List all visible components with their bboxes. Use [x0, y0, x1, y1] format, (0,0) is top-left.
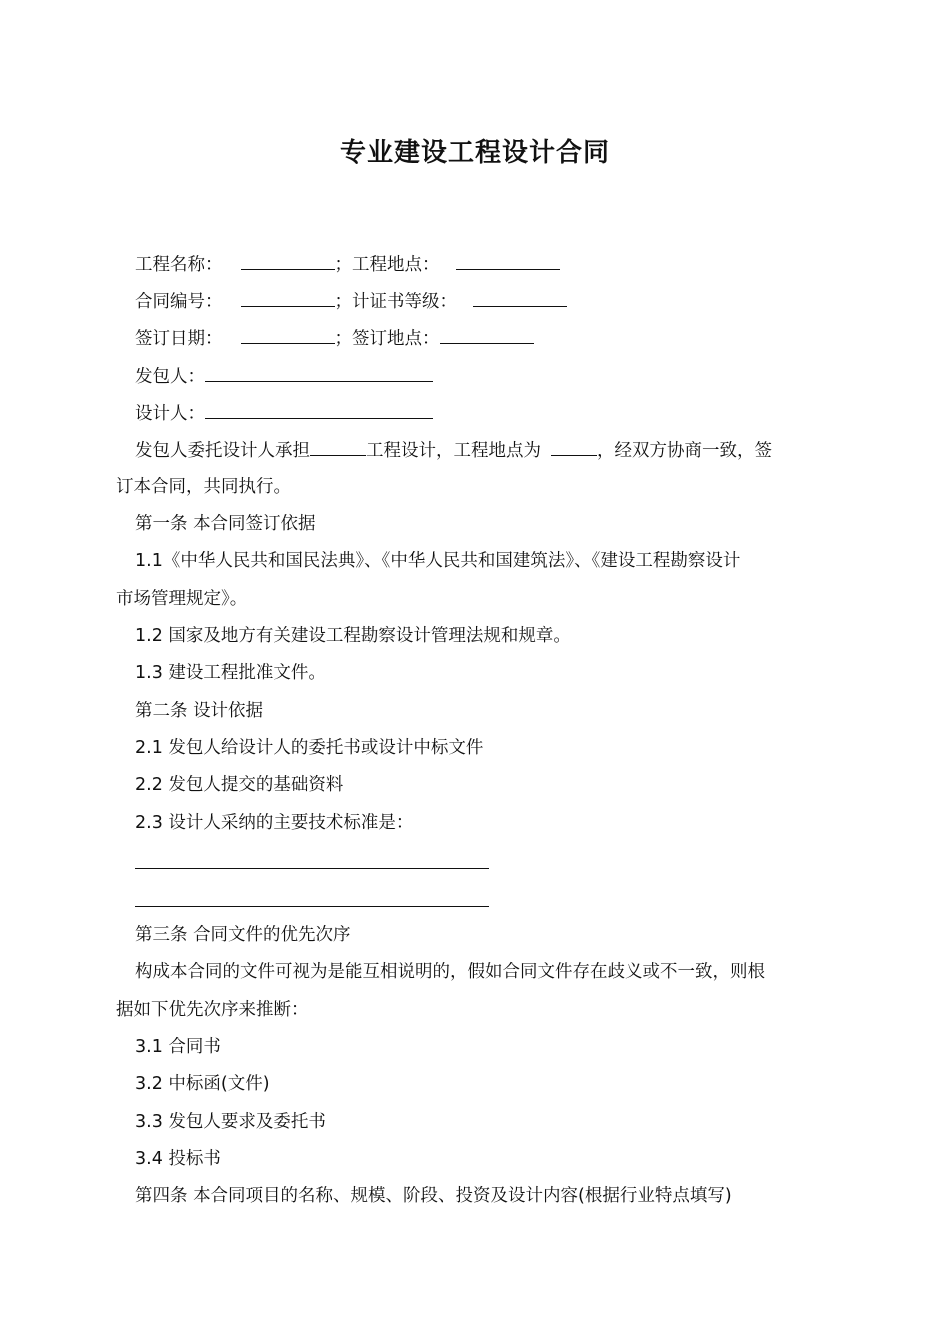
project-location-blank[interactable]	[456, 251, 560, 270]
standards-blank-line-1[interactable]	[135, 868, 489, 869]
article3-heading: 第三条 合同文件的优先次序	[135, 925, 351, 945]
field-row-project	[135, 251, 560, 277]
intro-text-a: 发包人委托设计人承担	[135, 441, 310, 461]
client-label: 发包人：	[135, 367, 205, 387]
project-location-label: ；工程地点：	[334, 255, 440, 275]
contract-no-label: 合同编号：	[135, 292, 223, 312]
standards-blank-line-2[interactable]	[135, 906, 489, 907]
article1-item1-line2: 市场管理规定》。	[116, 589, 248, 609]
intro-paragraph-line1	[135, 437, 772, 463]
project-name-label: 工程名称：	[135, 255, 223, 275]
article2-item1: 2.1 发包人给设计人的委托书或设计中标文件	[135, 738, 484, 758]
sign-date-label: 签订日期：	[135, 329, 223, 349]
article1-item2: 1.2 国家及地方有关建设工程勘察设计管理法规和规章。	[135, 626, 571, 646]
project-name-blank[interactable]	[241, 251, 335, 270]
article3-item1: 3.1 合同书	[135, 1037, 221, 1057]
article2-item2: 2.2 发包人提交的基础资料	[135, 775, 344, 795]
location-blank-inline[interactable]	[551, 437, 597, 456]
intro-text-b: 工程设计，工程地点为	[366, 441, 541, 461]
article2-item3: 2.3 设计人采纳的主要技术标准是：	[135, 813, 414, 833]
article2-heading: 第二条 设计依据	[135, 701, 264, 721]
sign-place-blank[interactable]	[440, 325, 534, 344]
client-blank[interactable]	[205, 363, 433, 382]
article3-item3: 3.3 发包人要求及委托书	[135, 1112, 326, 1132]
cert-level-blank[interactable]	[473, 288, 567, 307]
cert-level-label: ；计证书等级：	[334, 292, 457, 312]
designer-label: 设计人：	[135, 404, 205, 424]
sign-date-blank[interactable]	[241, 325, 335, 344]
article3-para-line2: 据如下优先次序来推断：	[116, 1000, 309, 1020]
intro-paragraph-line2: 订本合同，共同执行。	[116, 477, 291, 497]
project-blank-inline[interactable]	[310, 437, 366, 456]
article1-heading: 第一条 本合同签订依据	[135, 514, 316, 534]
article1-item1-line1: 1.1《中华人民共和国民法典》、《中华人民共和国建筑法》、《建设工程勘察设计	[135, 551, 741, 571]
field-row-signing	[135, 325, 534, 351]
contract-no-blank[interactable]	[241, 288, 335, 307]
designer-blank[interactable]	[205, 400, 433, 419]
sign-place-label: ；签订地点：	[334, 329, 440, 349]
article4-heading: 第四条 本合同项目的名称、规模、阶段、投资及设计内容(根据行业特点填写)	[135, 1186, 732, 1206]
intro-text-c: ，经双方协商一致，签	[597, 441, 772, 461]
field-row-designer	[135, 400, 433, 426]
field-row-contract	[135, 288, 567, 314]
field-row-client	[135, 363, 433, 389]
document-title: 专业建设工程设计合同	[339, 138, 610, 168]
article3-para-line1: 构成本合同的文件可视为是能互相说明的，假如合同文件存在歧义或不一致，则根	[135, 962, 765, 982]
article3-item2: 3.2 中标函(文件)	[135, 1074, 270, 1094]
article1-item3: 1.3 建设工程批准文件。	[135, 663, 326, 683]
article3-item4: 3.4 投标书	[135, 1149, 221, 1169]
